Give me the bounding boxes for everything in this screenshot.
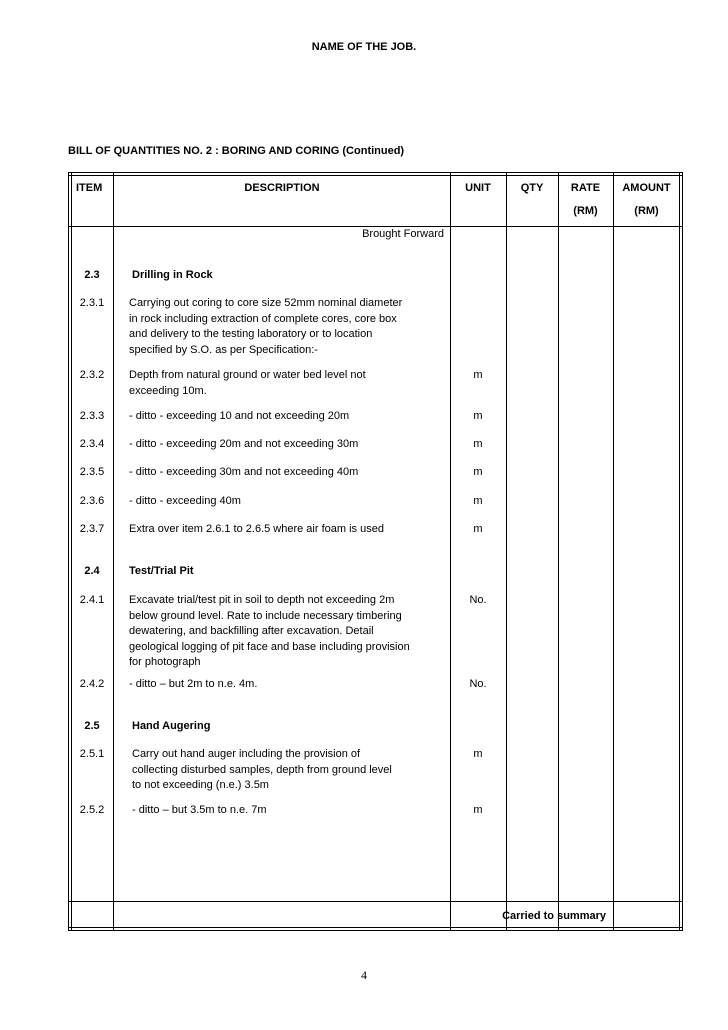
item-number: 2.5.1: [79, 748, 105, 760]
item-number: 2.3.7: [79, 523, 105, 535]
item-description: Extra over item 2.6.1 to 2.6.5 where air foam is used: [129, 523, 384, 535]
item-unit: m: [473, 523, 483, 535]
table-border-top-outer: [68, 172, 683, 173]
item-description: Carry out hand auger including the provision of collecting disturbed samples, depth from ground level to not exceeding (n.e.) 3.5m: [132, 748, 392, 791]
table-border-bottom-inner: [68, 927, 683, 928]
header-qty: QTY: [520, 182, 544, 194]
col-sep-rate: [613, 172, 614, 931]
header-amount: AMOUNT: [622, 182, 671, 194]
item-description: - ditto – but 3.5m to n.e. 7m: [132, 804, 267, 816]
table-border-right-inner: [679, 172, 680, 931]
header-unit: UNIT: [465, 182, 491, 194]
carried-to-summary-label: Carried to summary: [502, 910, 606, 922]
header-rate: RATE: [570, 182, 601, 194]
section-heading: Hand Augering: [132, 720, 211, 732]
item-unit: m: [473, 438, 483, 450]
item-description: - ditto - exceeding 10 and not exceeding 20m: [129, 410, 350, 422]
item-description: Carrying out coring to core size 52mm nominal diameter in rock including extraction of complete cores, core box and delivery to the testing laboratory or to location specified by S.O. as per Specification:-: [129, 297, 403, 356]
item-number: 2.3.3: [79, 410, 105, 422]
item-unit: m: [473, 466, 483, 478]
table-border-right-outer: [682, 172, 683, 931]
footer-border-top: [68, 901, 683, 902]
col-sep-unit: [506, 172, 507, 931]
item-description: - ditto - exceeding 20m and not exceeding 30m: [129, 438, 359, 450]
brought-forward-label: Brought Forward: [362, 228, 444, 240]
table-border-bottom-outer: [68, 930, 683, 931]
col-sep-item: [113, 172, 114, 931]
item-description: - ditto – but 2m to n.e. 4m.: [129, 678, 258, 690]
item-number: 2.3.1: [79, 297, 105, 309]
item-description: Depth from natural ground or water bed level not exceeding 10m.: [129, 369, 366, 397]
page-number: 4: [361, 968, 367, 982]
section-heading: Drilling in Rock: [132, 269, 213, 281]
item-number: 2.4: [84, 565, 100, 577]
item-number: 2.5.2: [79, 804, 105, 816]
header-rate-unit: (RM): [573, 205, 598, 217]
item-description: - ditto - exceeding 40m: [129, 495, 241, 507]
item-unit: m: [473, 495, 483, 507]
item-description: Excavate trial/test pit in soil to depth not exceeding 2m below ground level. Rate to include necessary timbering dewatering, and backfilling after excavation. Detail geological logging of pit face and base including provision for photograph: [129, 594, 410, 668]
item-number: 2.5: [84, 720, 100, 732]
header-amount-unit: (RM): [634, 205, 659, 217]
table-border-left-outer: [68, 172, 69, 931]
section-heading: Test/Trial Pit: [129, 565, 194, 577]
table-border-top-inner: [68, 175, 683, 176]
item-description: - ditto - exceeding 30m and not exceeding 40m: [129, 466, 359, 478]
item-number: 2.3.5: [79, 466, 105, 478]
col-sep-qty: [558, 172, 559, 931]
item-unit: m: [473, 748, 483, 760]
job-title: NAME OF THE JOB.: [311, 41, 417, 53]
item-number: 2.3.6: [79, 495, 105, 507]
item-number: 2.4.2: [79, 678, 105, 690]
item-number: 2.3: [84, 269, 100, 281]
item-number: 2.3.4: [79, 438, 105, 450]
item-unit: No.: [469, 678, 487, 690]
item-unit: No.: [469, 594, 487, 606]
boq-title: BILL OF QUANTITIES NO. 2 : BORING AND CORING (Continued): [68, 145, 405, 157]
item-unit: m: [473, 410, 483, 422]
item-unit: m: [473, 804, 483, 816]
item-number: 2.3.2: [79, 369, 105, 381]
header-item: ITEM: [76, 182, 103, 194]
item-unit: m: [473, 369, 483, 381]
header-description: DESCRIPTION: [244, 182, 320, 194]
item-number: 2.4.1: [79, 594, 105, 606]
